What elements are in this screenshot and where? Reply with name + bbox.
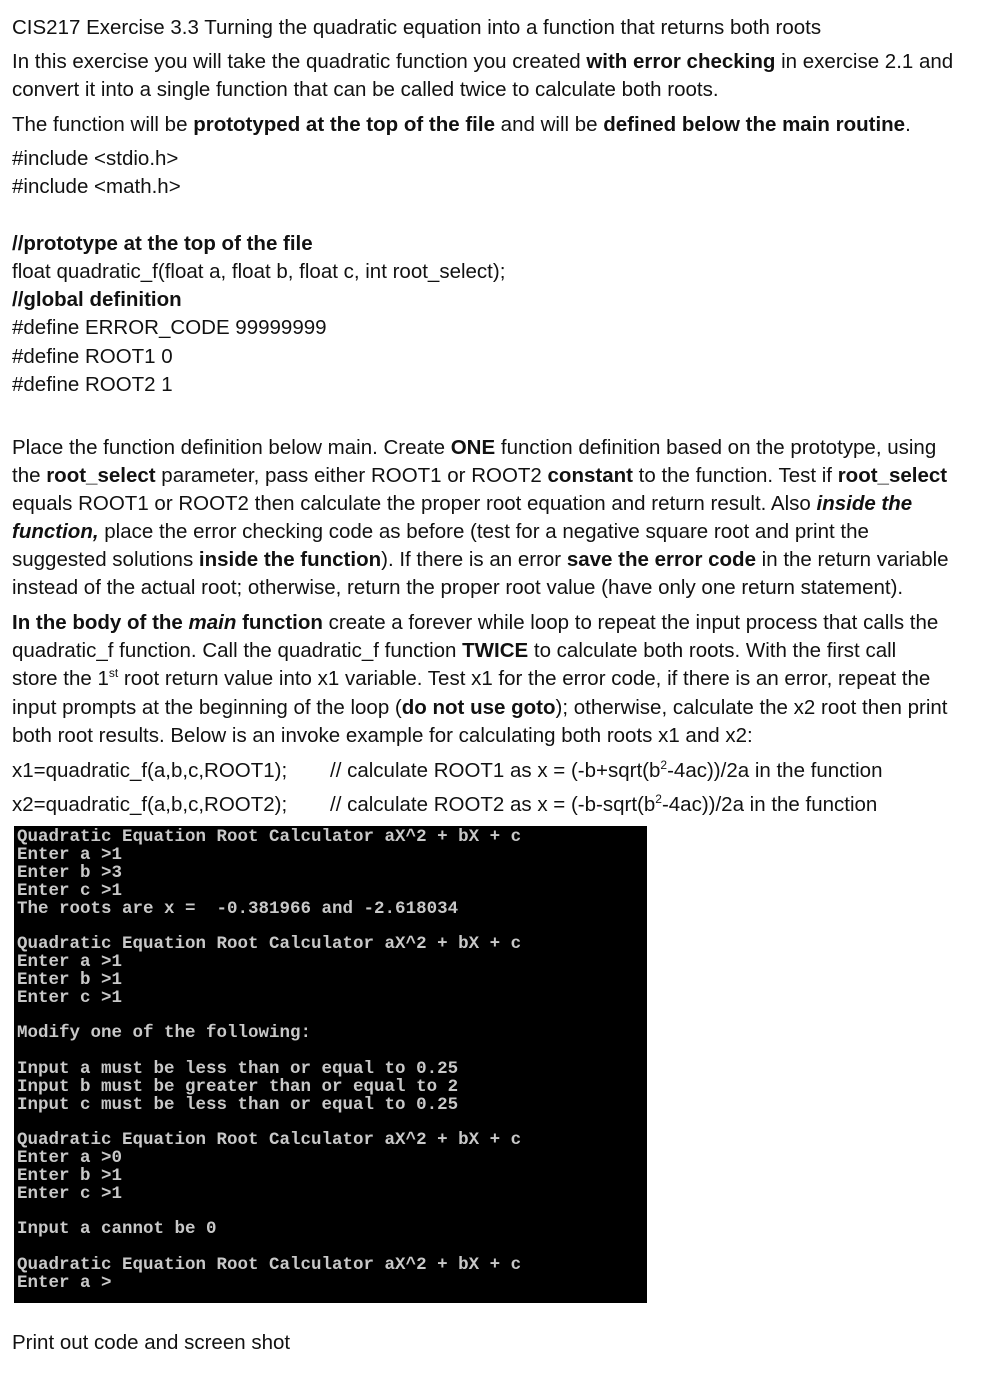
text: in exercise 2.1 and [775,50,954,73]
text: // calculate ROOT2 as x = (-b-sqrt(b [330,793,656,816]
bold-text: ONE [450,436,496,459]
bold-text: root_select [837,464,948,487]
document-title: CIS217 Exercise 3.3 Turning the quadratic equation into a function that returns both roots [12,16,822,39]
para1-line-6: instead of the actual root; otherwise, return the proper root value (have only one return statement). [12,576,904,599]
text: The function will be [12,113,194,136]
text: parameter, pass either ROOT1 or ROOT2 [155,464,548,487]
bold-text: root_select [46,464,156,487]
bold-text: do not use goto [401,696,556,719]
para2-line-3 [12,665,930,693]
example-x1-comment [330,757,882,785]
text: suggested solutions [12,548,199,571]
superscript: 2 [660,758,668,773]
para1-line-1 [12,434,936,462]
console-line: Quadratic Equation Root Calculator aX^2 + bX + c [17,934,522,954]
bold-italic-text: inside the [816,492,913,515]
text: function definition based on the prototype, using [495,436,937,459]
console-line: Input a cannot be 0 [17,1219,217,1239]
console-line: Input c must be less than or equal to 0.25 [17,1095,459,1115]
console-line: Enter a > [17,1273,112,1293]
superscript: st [108,666,119,681]
example-x2-call: x2=quadratic_f(a,b,c,ROOT2); [12,793,288,816]
console-line: Enter b >3 [17,863,123,883]
bold-italic-text: main [188,611,237,634]
code-define-error: #define ERROR_CODE 99999999 [12,316,327,339]
bold-text: inside the function [198,548,382,571]
intro-line-2: convert it into a single function that can be called twice to calculate both roots. [12,78,719,101]
text: and will be [494,113,604,136]
console-line: Enter c >1 [17,988,123,1008]
example-x1-call: x1=quadratic_f(a,b,c,ROOT1); [12,759,288,782]
bold-text: TWICE [462,639,529,662]
code-define-root2: #define ROOT2 1 [12,373,173,396]
text: quadratic_f function. Call the quadratic_f function [12,639,463,662]
para2-line-5: both root results. Below is an invoke example for calculating both roots x1 and x2: [12,724,753,747]
console-line: Enter b >1 [17,970,123,990]
para1-line-3 [12,490,912,518]
para1-line-5 [12,546,949,574]
code-prototype-declaration: float quadratic_f(float a, float b, float c, int root_select); [12,260,506,283]
console-line: Quadratic Equation Root Calculator aX^2 + bX + c [17,1130,522,1150]
console-line: Enter a >1 [17,952,123,972]
text: to the function. Test if [632,464,838,487]
para1-line-4 [12,518,869,546]
code-global-comment: //global definition [12,288,182,311]
text: // calculate ROOT1 as x = (-b+sqrt(b [330,759,661,782]
bold-text: prototyped at the top of the file [193,113,495,136]
console-line: Enter b >1 [17,1166,123,1186]
console-line: Enter c >1 [17,1184,123,1204]
console-line: The roots are x = -0.381966 and -2.618034 [17,899,459,919]
para1-line-2 [12,462,947,490]
superscript: 2 [655,792,662,807]
text: In this exercise you will take the quadratic function you created [12,50,587,73]
text: in the return variable [755,548,949,571]
console-screenshot [14,826,647,1303]
text: create a forever while loop to repeat the input process that calls the [322,611,939,634]
para2-line-2 [12,637,896,665]
bold-text: function [236,611,323,634]
text: equals ROOT1 or ROOT2 then calculate the proper root equation and return result. Also [12,492,817,515]
console-line: Enter a >1 [17,845,123,865]
bold-text: In the body of the [12,611,189,634]
console-line: Enter a >0 [17,1148,123,1168]
code-define-root1: #define ROOT1 0 [12,345,173,368]
bold-text: defined below the main routine [603,113,906,136]
prototype-note [12,111,911,139]
console-line: Enter c >1 [17,881,123,901]
bold-text: save the error code [566,548,756,571]
text: -4ac))/2a in the function [661,793,878,816]
text: Place the function definition below main. Create [12,436,451,459]
console-line: Input b must be greater than or equal to 2 [17,1077,459,1097]
bold-text: constant [547,464,633,487]
footer-note: Print out code and screen shot [12,1331,291,1354]
console-line: Modify one of the following: [17,1023,312,1043]
text: the [12,464,47,487]
example-x2-comment [330,791,877,819]
text: root return value into x1 variable. Test x1 for the error code, if there is an error, repeat the [118,667,931,690]
text: ); otherwise, calculate the x2 root then print [555,696,948,719]
console-line: Input a must be less than or equal to 0.25 [17,1059,459,1079]
text: ). If there is an error [381,548,567,571]
code-prototype-comment: //prototype at the top of the file [12,232,313,255]
console-line: Quadratic Equation Root Calculator aX^2 + bX + c [17,827,522,847]
text: store the 1 [12,667,109,690]
bold-italic-text: function, [12,520,99,543]
text: place the error checking code as before (test for a negative square root and print the [98,520,869,543]
text: input prompts at the beginning of the loop ( [12,696,402,719]
bold-text: with error checking [586,50,776,73]
console-line: Quadratic Equation Root Calculator aX^2 + bX + c [17,1255,522,1275]
text: -4ac))/2a in the function [667,759,883,782]
intro-line-1 [12,48,953,76]
para2-line-4 [12,694,947,722]
para2-line-1 [12,609,938,637]
code-include-math: #include <math.h> [12,175,181,198]
text: to calculate both roots. With the first call [528,639,897,662]
code-include-stdio: #include <stdio.h> [12,147,179,170]
text: . [905,113,911,136]
